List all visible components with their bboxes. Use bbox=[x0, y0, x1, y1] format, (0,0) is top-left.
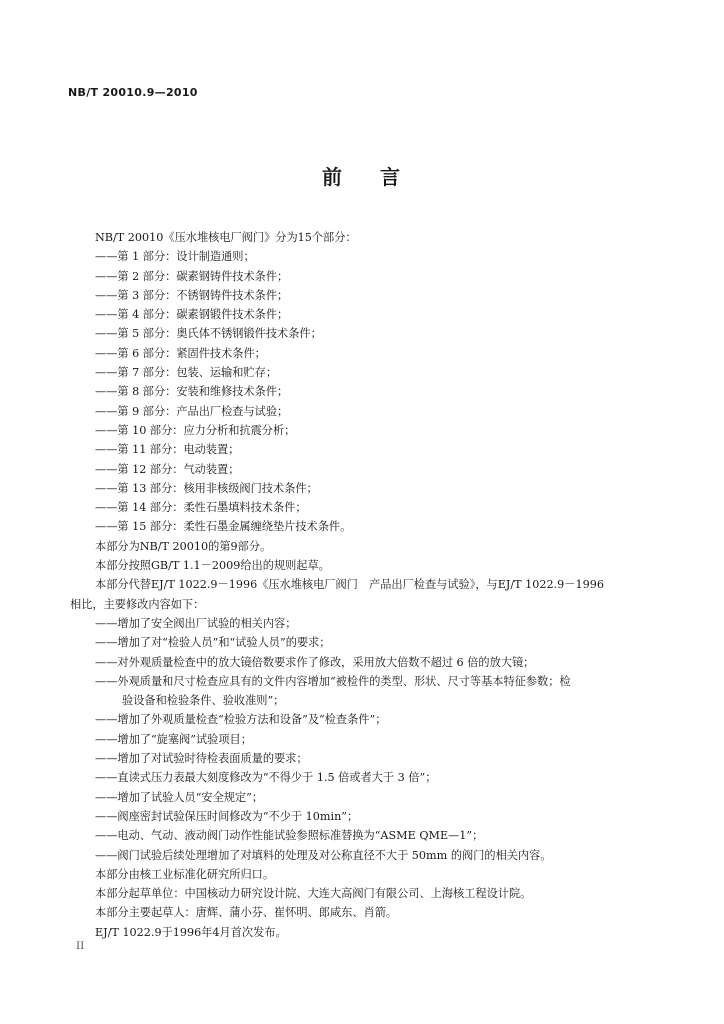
list-item: ——第 2 部分：碳素钢铸件技术条件； bbox=[95, 269, 289, 283]
list-item: ——第 5 部分：奥氏体不锈钢锻件技术条件； bbox=[95, 327, 322, 341]
list-item: ——对外观质量检查中的放大镜倍数要求作了修改，采用放大倍数不超过 6 倍的放大镜； bbox=[95, 655, 535, 669]
list-item: ——增加了“旋塞阀”试验项目； bbox=[95, 732, 252, 746]
list-item: ——增加了对试验时待检表面质量的要求； bbox=[95, 752, 308, 766]
list-item: ——增加了试验人员“安全规定”； bbox=[95, 790, 264, 804]
paragraph: 本部分代替EJ/T 1022.9－1996《压水堆核电厂阀门 产品出厂检查与试验》，与EJ/T 1022.9－1996 bbox=[95, 578, 604, 592]
list-item: ——第 8 部分：安装和维修技术条件； bbox=[95, 385, 289, 399]
paragraph: 本部分为NB/T 20010的第9部分。 bbox=[95, 539, 272, 553]
list-item: ——增加了安全阀出厂试验的相关内容； bbox=[95, 616, 297, 630]
page-number: II bbox=[76, 940, 85, 952]
list-item: ——第 15 部分：柔性石墨金属缠绕垫片技术条件。 bbox=[95, 520, 352, 534]
list-item-continuation: 验设备和检验条件、验收准则”； bbox=[122, 694, 285, 708]
list-item: ——外观质量和尺寸检查应具有的文件内容增加“被检件的类型、形状、尺寸等基本特征参数；检 bbox=[95, 674, 571, 688]
list-item: ——增加了外观质量检查“检验方法和设备”及“检查条件”； bbox=[95, 713, 387, 727]
list-item: ——第 4 部分：碳素钢锻件技术条件； bbox=[95, 308, 289, 322]
list-item: ——电动、气动、液动阀门动作性能试验参照标准替换为“ASME QME—1”； bbox=[95, 829, 484, 843]
title-char-1: 前 bbox=[322, 165, 344, 189]
list-item: ——第 6 部分：紧固件技术条件； bbox=[95, 346, 266, 360]
paragraph: 本部分起草单位：中国核动力研究设计院、大连大高阀门有限公司、上海核工程设计院。 bbox=[95, 887, 532, 901]
list-item: ——第 1 部分：设计制造通则； bbox=[95, 250, 255, 264]
list-item: ——直读式压力表最大刻度修改为“不得少于 1.5 倍或者大于 3 倍”； bbox=[95, 771, 437, 785]
list-item: ——第 13 部分：核用非核级阀门技术条件； bbox=[95, 481, 318, 495]
list-item: ——第 11 部分：电动装置； bbox=[95, 443, 240, 457]
list-item: ——第 9 部分：产品出厂检查与试验； bbox=[95, 404, 289, 418]
preface-body bbox=[70, 228, 650, 942]
list-item: ——第 14 部分：柔性石墨填料技术条件； bbox=[95, 501, 307, 515]
paragraph: 本部分按照GB/T 1.1－2009给出的规则起草。 bbox=[95, 559, 330, 573]
list-item: ——第 10 部分：应力分析和抗震分析； bbox=[95, 423, 296, 437]
paragraph-continuation: 相比，主要修改内容如下： bbox=[70, 597, 205, 611]
list-item: ——阀座密封试验保压时间修改为“不少于 10min”； bbox=[95, 809, 359, 823]
paragraph: 本部分主要起草人：唐辉、蒲小芬、崔怀明、郎咸东、肖箭。 bbox=[95, 906, 398, 920]
list-item: ——第 7 部分：包装、运输和贮存； bbox=[95, 366, 278, 380]
list-item: ——增加了对“检验人员”和“试验人员”的要求； bbox=[95, 636, 331, 650]
page-title bbox=[0, 161, 724, 190]
list-item: ——第 3 部分：不锈钢铸件技术条件； bbox=[95, 288, 289, 302]
list-item: ——第 12 部分：气动装置； bbox=[95, 462, 240, 476]
paragraph: 本部分由核工业标准化研究所归口。 bbox=[95, 867, 275, 881]
list-item: ——阀门试验后续处理增加了对填料的处理及对公称直径不大于 50mm 的阀门的相关内容。 bbox=[95, 848, 552, 862]
paragraph: EJ/T 1022.9于1996年4月首次发布。 bbox=[95, 925, 287, 939]
paragraph: NB/T 20010《压水堆核电厂阀门》分为15个部分： bbox=[95, 231, 357, 244]
document-id: NB/T 20010.9—2010 bbox=[68, 86, 198, 99]
title-char-2: 言 bbox=[380, 165, 402, 189]
